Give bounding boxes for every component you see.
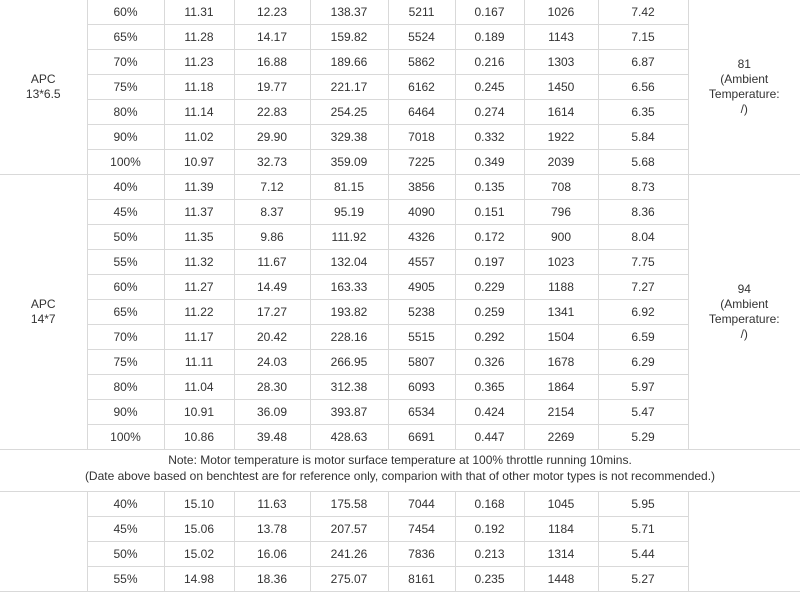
table-cell: 2269 [524,425,598,450]
table-cell: 11.17 [164,325,234,350]
table-row [0,0,800,25]
table-cell: 207.57 [310,517,388,542]
table-cell: 1614 [524,100,598,125]
table-row [0,567,800,592]
table-cell: 221.17 [310,75,388,100]
table-cell: 15.06 [164,517,234,542]
table-cell: 0.167 [455,0,524,25]
propeller-label: 14*7 [0,312,87,327]
table-cell: 193.82 [310,300,388,325]
table-row [0,250,800,275]
propeller-label: 13*6.5 [0,87,87,102]
table-cell: 159.82 [310,25,388,50]
table-cell: 7.75 [598,250,688,275]
table-cell: 0.326 [455,350,524,375]
table-row [0,275,800,300]
table-cell: 8161 [388,567,455,592]
table-cell: 1341 [524,300,598,325]
table-row [0,50,800,75]
table-cell: 1504 [524,325,598,350]
table-cell: 6093 [388,375,455,400]
table-cell: 275.07 [310,567,388,592]
table-cell: 1314 [524,542,598,567]
table-row [0,350,800,375]
table-cell: 50% [87,225,164,250]
table-cell: 19.77 [234,75,310,100]
table-cell: 8.73 [598,175,688,200]
table-cell: 163.33 [310,275,388,300]
table-cell: 11.22 [164,300,234,325]
table-cell: 7454 [388,517,455,542]
table-cell: 11.11 [164,350,234,375]
table-cell: 708 [524,175,598,200]
table-cell: 80% [87,375,164,400]
table-cell: 95.19 [310,200,388,225]
table-cell: 2039 [524,150,598,175]
table-cell: 28.30 [234,375,310,400]
table-cell: 0.192 [455,517,524,542]
table-cell: 11.14 [164,100,234,125]
table-cell: 100% [87,425,164,450]
table-cell: 6.29 [598,350,688,375]
table-cell: 15.10 [164,492,234,517]
table-row [0,375,800,400]
table-cell: 111.92 [310,225,388,250]
table-cell: 5.68 [598,150,688,175]
table-cell: 5238 [388,300,455,325]
table-cell: 45% [87,517,164,542]
table-cell: 0.172 [455,225,524,250]
table-cell: 11.32 [164,250,234,275]
table-cell: 0.349 [455,150,524,175]
table-cell: 1678 [524,350,598,375]
table-cell: 11.31 [164,0,234,25]
table-cell: 75% [87,350,164,375]
table-cell: 75% [87,75,164,100]
table-cell: 1143 [524,25,598,50]
table-cell: 11.28 [164,25,234,50]
table-cell: 65% [87,300,164,325]
table-cell: 11.39 [164,175,234,200]
table-cell: 4090 [388,200,455,225]
propeller-cell [0,0,87,175]
table-cell: 11.67 [234,250,310,275]
table-cell: 5.71 [598,517,688,542]
table-cell: 36.09 [234,400,310,425]
table-cell: 11.04 [164,375,234,400]
table-cell: 329.38 [310,125,388,150]
table-row [0,150,800,175]
temperature-label: /) [689,102,800,117]
table-row [0,325,800,350]
table-cell: 11.23 [164,50,234,75]
table-cell: 1026 [524,0,598,25]
table-cell: 11.63 [234,492,310,517]
table-cell: 0.259 [455,300,524,325]
table-row [0,75,800,100]
table-cell: 1922 [524,125,598,150]
temperature-cell [688,0,800,175]
table-cell: 0.274 [455,100,524,125]
table-cell: 312.38 [310,375,388,400]
table-row [0,25,800,50]
table-cell: 228.16 [310,325,388,350]
table-cell: 5.29 [598,425,688,450]
table-row [0,225,800,250]
table-cell: 100% [87,150,164,175]
table-cell: 0.197 [455,250,524,275]
table-cell: 11.37 [164,200,234,225]
table-cell: 6.56 [598,75,688,100]
table-cell: 241.26 [310,542,388,567]
temperature-label: (Ambient [689,297,800,312]
table-cell: 6691 [388,425,455,450]
table-cell: 175.58 [310,492,388,517]
table-cell: 7044 [388,492,455,517]
table-cell: 1303 [524,50,598,75]
propeller-label: APC [0,297,87,312]
note-line-1: Note: Motor temperature is motor surface temperature at 100% throttle running 10mins. [0,452,800,468]
table-cell: 6.92 [598,300,688,325]
table-cell: 7836 [388,542,455,567]
table-cell: 6464 [388,100,455,125]
table-cell: 900 [524,225,598,250]
table-cell: 81.15 [310,175,388,200]
table-cell: 45% [87,200,164,225]
temperature-cell [688,492,800,592]
table-cell: 80% [87,100,164,125]
table-cell: 5524 [388,25,455,50]
table-cell: 6.87 [598,50,688,75]
table-cell: 1450 [524,75,598,100]
table-cell: 7.12 [234,175,310,200]
table-cell: 132.04 [310,250,388,275]
table-cell: 16.88 [234,50,310,75]
table-cell: 50% [87,542,164,567]
table-cell: 5.47 [598,400,688,425]
table-cell: 55% [87,567,164,592]
temperature-label: /) [689,327,800,342]
table-cell: 5807 [388,350,455,375]
table-cell: 11.02 [164,125,234,150]
table-cell: 4557 [388,250,455,275]
table-cell: 1864 [524,375,598,400]
table-cell: 0.135 [455,175,524,200]
note-line-2: (Date above based on benchtest are for reference only, comparion with that of other motor types is not recommended.) [0,468,800,484]
table-cell: 18.36 [234,567,310,592]
table-cell: 7018 [388,125,455,150]
table-cell: 70% [87,50,164,75]
table-cell: 60% [87,275,164,300]
table-cell: 0.168 [455,492,524,517]
table-cell: 6.35 [598,100,688,125]
table-cell: 2154 [524,400,598,425]
table-row [0,492,800,517]
table-cell: 0.447 [455,425,524,450]
table-cell: 5.84 [598,125,688,150]
table-cell: 0.229 [455,275,524,300]
table-row [0,175,800,200]
table-cell: 5.95 [598,492,688,517]
table-cell: 11.18 [164,75,234,100]
table-cell: 0.189 [455,25,524,50]
table-cell: 0.216 [455,50,524,75]
table-cell: 189.66 [310,50,388,75]
table-cell: 24.03 [234,350,310,375]
table-cell: 29.90 [234,125,310,150]
table-cell: 393.87 [310,400,388,425]
table-cell: 138.37 [310,0,388,25]
table-cell: 359.09 [310,150,388,175]
table-cell: 16.06 [234,542,310,567]
table-row [0,100,800,125]
temperature-label: Temperature: [689,87,800,102]
table-cell: 14.49 [234,275,310,300]
propeller-cell [0,492,87,592]
table-cell: 55% [87,250,164,275]
table-cell: 7.42 [598,0,688,25]
temperature-label: 81 [689,57,800,72]
table-cell: 8.37 [234,200,310,225]
table-cell: 428.63 [310,425,388,450]
table-cell: 13.78 [234,517,310,542]
table-cell: 20.42 [234,325,310,350]
table-cell: 9.86 [234,225,310,250]
table-cell: 14.98 [164,567,234,592]
table-cell: 10.86 [164,425,234,450]
table-cell: 8.36 [598,200,688,225]
table-cell: 0.151 [455,200,524,225]
table-cell: 0.365 [455,375,524,400]
note-text [0,452,800,484]
table-cell: 0.213 [455,542,524,567]
table-row [0,542,800,567]
table-cell: 70% [87,325,164,350]
table-cell: 65% [87,25,164,50]
table-cell: 0.424 [455,400,524,425]
table-cell: 1188 [524,275,598,300]
table-cell: 1448 [524,567,598,592]
temperature-cell [688,175,800,450]
table-cell: 5.27 [598,567,688,592]
table-cell: 11.27 [164,275,234,300]
table-cell: 22.83 [234,100,310,125]
table-cell: 266.95 [310,350,388,375]
table-cell: 90% [87,400,164,425]
table-row [0,200,800,225]
table-cell: 3856 [388,175,455,200]
table-cell: 4905 [388,275,455,300]
table-cell: 11.35 [164,225,234,250]
table-cell: 32.73 [234,150,310,175]
table-cell: 12.23 [234,0,310,25]
table-row [0,300,800,325]
table-cell: 1184 [524,517,598,542]
table-cell: 7225 [388,150,455,175]
table-cell: 6534 [388,400,455,425]
temperature-label: 94 [689,282,800,297]
propeller-cell [0,175,87,450]
table-row [0,400,800,425]
table-cell: 0.292 [455,325,524,350]
temperature-label: (Ambient [689,72,800,87]
table-row [0,517,800,542]
table-row [0,125,800,150]
table-cell: 90% [87,125,164,150]
table-cell: 15.02 [164,542,234,567]
table-cell: 1023 [524,250,598,275]
table-cell: 8.04 [598,225,688,250]
temperature-label: Temperature: [689,312,800,327]
table-cell: 1045 [524,492,598,517]
test-data-table-bottom [0,491,800,592]
table-cell: 5862 [388,50,455,75]
table-cell: 40% [87,492,164,517]
table-cell: 5515 [388,325,455,350]
table-cell: 0.245 [455,75,524,100]
table-cell: 5211 [388,0,455,25]
table-cell: 60% [87,0,164,25]
table-cell: 10.91 [164,400,234,425]
table-cell: 10.97 [164,150,234,175]
propeller-label: APC [0,72,87,87]
table-cell: 40% [87,175,164,200]
table-cell: 17.27 [234,300,310,325]
table-row [0,425,800,450]
table-cell: 5.44 [598,542,688,567]
table-cell: 6.59 [598,325,688,350]
table-cell: 39.48 [234,425,310,450]
table-cell: 7.27 [598,275,688,300]
table-cell: 5.97 [598,375,688,400]
table-cell: 4326 [388,225,455,250]
table-cell: 14.17 [234,25,310,50]
table-cell: 7.15 [598,25,688,50]
table-cell: 6162 [388,75,455,100]
table-cell: 0.332 [455,125,524,150]
table-cell: 254.25 [310,100,388,125]
table-cell: 796 [524,200,598,225]
table-cell: 0.235 [455,567,524,592]
